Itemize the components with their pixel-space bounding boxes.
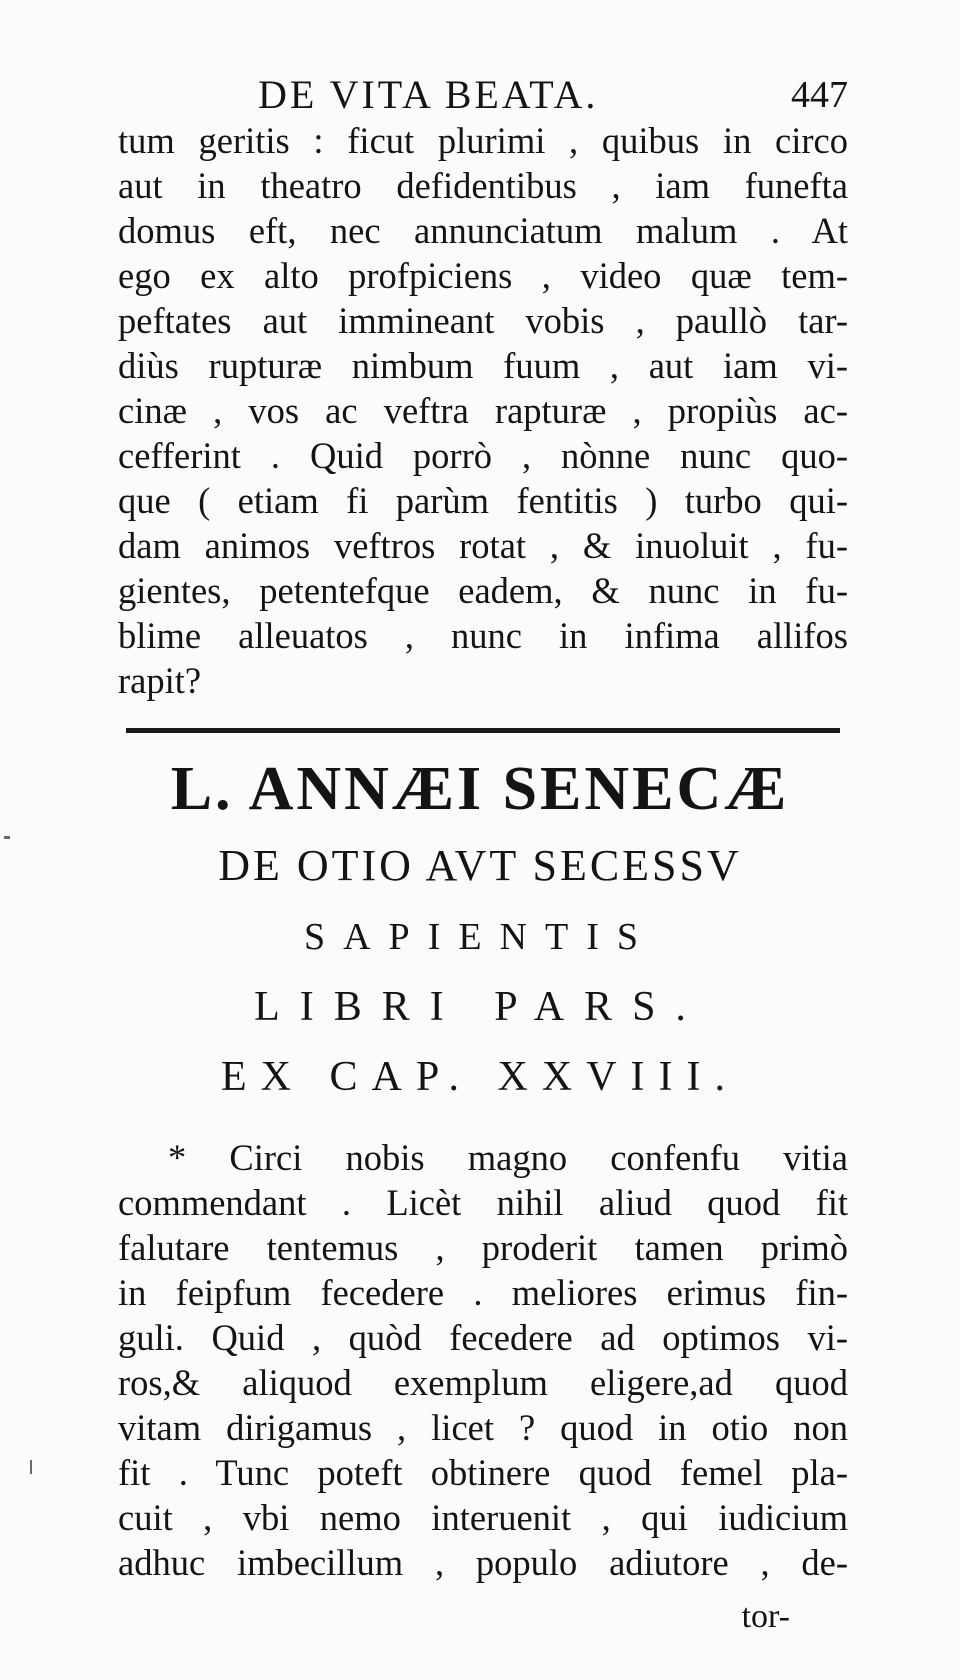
text-line: * Circi nobis magno confenfu vitia (168, 1137, 848, 1178)
section-divider-rule (126, 728, 840, 733)
section-title-block (100, 748, 860, 1112)
text-line: blime alleuatos , nunc in infima allifos (118, 615, 848, 656)
text-line: commendant . Licèt nihil aliud quod fit (118, 1182, 848, 1223)
scan-speck (4, 836, 10, 839)
text-line: adhuc imbecillum , populo adiutore , de- (118, 1542, 848, 1583)
page-header (118, 70, 848, 120)
book-part-label: LIBRI PARS. (254, 984, 706, 1030)
author-title: L. ANNÆI SENECÆ (170, 755, 790, 823)
catchword: tor- (741, 1598, 790, 1635)
text-line: gientes, petentefque eadem, & nunc in fu- (118, 570, 848, 611)
text-line: guli. Quid , quòd fecedere ad optimos vi- (118, 1317, 848, 1358)
page-number: 447 (791, 74, 848, 116)
text-line: domus eft, nec annunciatum malum . At (118, 210, 848, 251)
text-line: in feipfum fecedere . meliores erimus fin- (118, 1272, 848, 1313)
text-line: vitam dirigamus , licet ? quod in otio non (118, 1407, 848, 1448)
text-line: peftates aut immineant vobis , paullò tar- (118, 300, 848, 341)
text-line: tum geritis : ficut plurimi , quibus in circo (118, 120, 848, 161)
text-line: cefferint . Quid porrò , nònne nunc quo- (118, 435, 848, 476)
scan-speck (30, 1460, 32, 1474)
text-line: diùs rupturæ nimbum fuum , aut iam vi- (118, 345, 848, 386)
text-line: que ( etiam fi parùm fentitis ) turbo qui- (118, 480, 848, 521)
text-line: aut in theatro defidentibus , iam funefta (118, 165, 848, 206)
chapter-label: EX CAP. XXVIII. (221, 1054, 739, 1100)
text-line: ego ex alto profpiciens , video quæ tem- (118, 255, 848, 296)
work-title: DE OTIO AVT SECESSV (218, 841, 742, 890)
text-line: cinæ , vos ac veftra rapturæ , propiùs ac- (118, 390, 848, 431)
text-line: fit . Tunc poteft obtinere quod femel pla- (118, 1452, 848, 1493)
text-line: dam animos veftros rotat , & inuoluit , fu- (118, 525, 848, 566)
passage-de-otio (118, 1135, 848, 1585)
text-line: falutare tentemus , proderit tamen primò (118, 1227, 848, 1268)
text-line: ros,& aliquod exemplum eligere,ad quod (118, 1362, 848, 1403)
passage-de-vita-beata (118, 118, 848, 703)
running-head: DE VITA BEATA. (258, 72, 599, 117)
text-line: rapit? (118, 660, 202, 701)
text-line: cuit , vbi nemo interuenit , qui iudicium (118, 1497, 848, 1538)
work-subtitle: SAPIENTIS (303, 916, 657, 958)
